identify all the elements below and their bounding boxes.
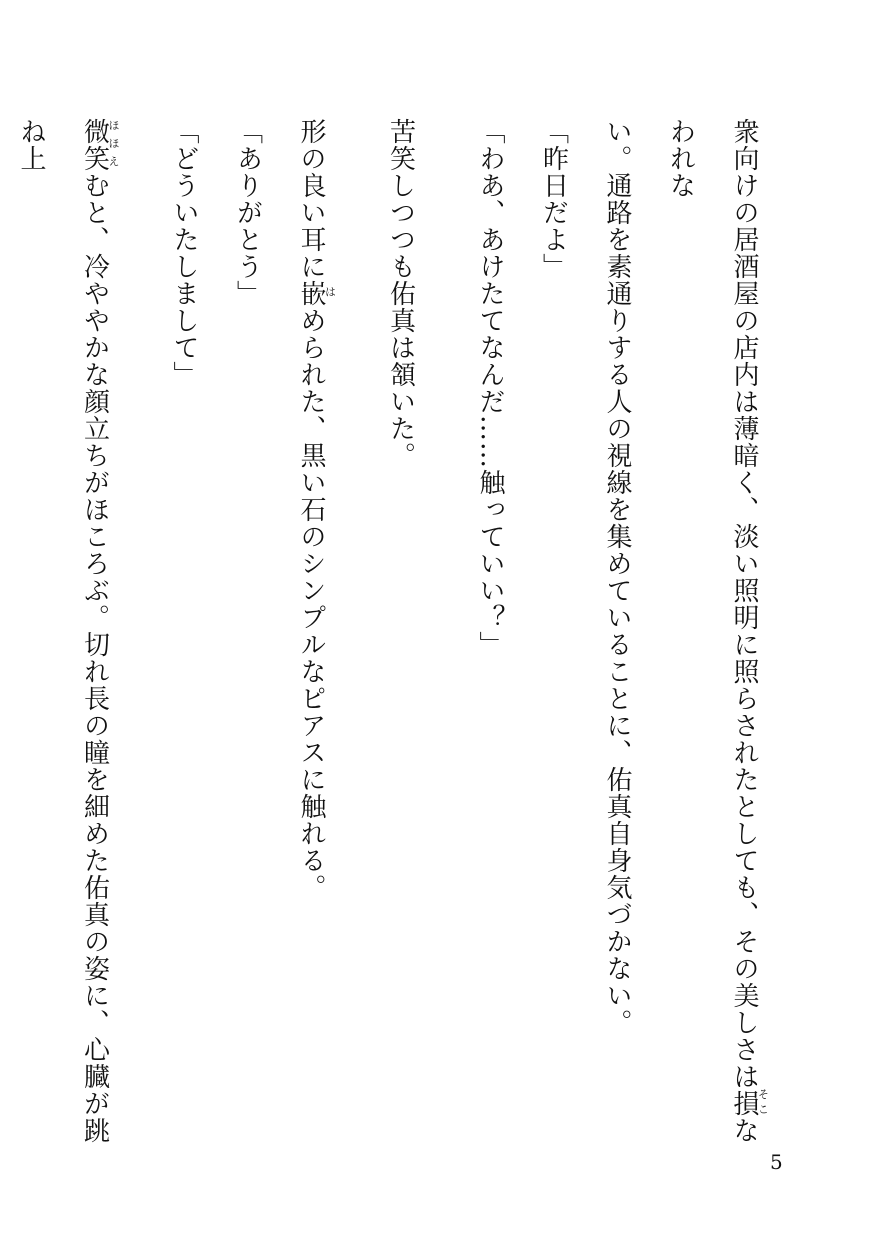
body-line-4 [279,118,369,1158]
body-line-3: 苦笑しつつも佑真は頷いた。 [385,118,416,469]
line-4-head: 形の良い耳に [296,118,326,280]
ruby-base: 微笑 [79,118,110,172]
line-5-tail: むと、冷ややかな顔立ちがほころぶ。切れ長の瞳を細めた佑真の姿に、心臓が跳ね上 [16,118,110,1144]
line-1-text: 衆向けの居酒屋の店内は薄暗く、淡い照明に照らされたとしても、その美しさは [729,118,759,1090]
page-number: 5 [770,1150,783,1174]
ruby-ha [296,280,337,307]
ruby-reading: は [323,280,337,307]
line-4-tail: められた、黒い石のシンプルなピアスに触れる。 [296,307,326,901]
ruby-hohoe [79,118,120,172]
ruby-reading: そこ [756,1088,770,1119]
body-line-5 [0,118,152,1158]
ruby-base: 嵌 [296,280,326,307]
ruby-base: 損 [729,1088,759,1119]
body-line-1 [648,118,775,1158]
body-line-2: い。通路を素通りする人の視線を集めていることに、佑真自身気づかない。 [602,118,632,1036]
ruby-soko [729,1088,770,1119]
vertical-body-text [0,118,775,1158]
line-1-tail: なわれな [665,118,759,1144]
dialogue-line-1: 「昨日だよ」 [538,118,569,280]
dialogue-line-4: 「どういたしまして」 [169,118,199,388]
dialogue-line-2: 「わあ、あけたてなんだ……触っていい？」 [475,118,505,658]
dialogue-line-3: 「ありがとう」 [232,118,263,307]
ruby-reading: ほほえ [107,118,120,172]
